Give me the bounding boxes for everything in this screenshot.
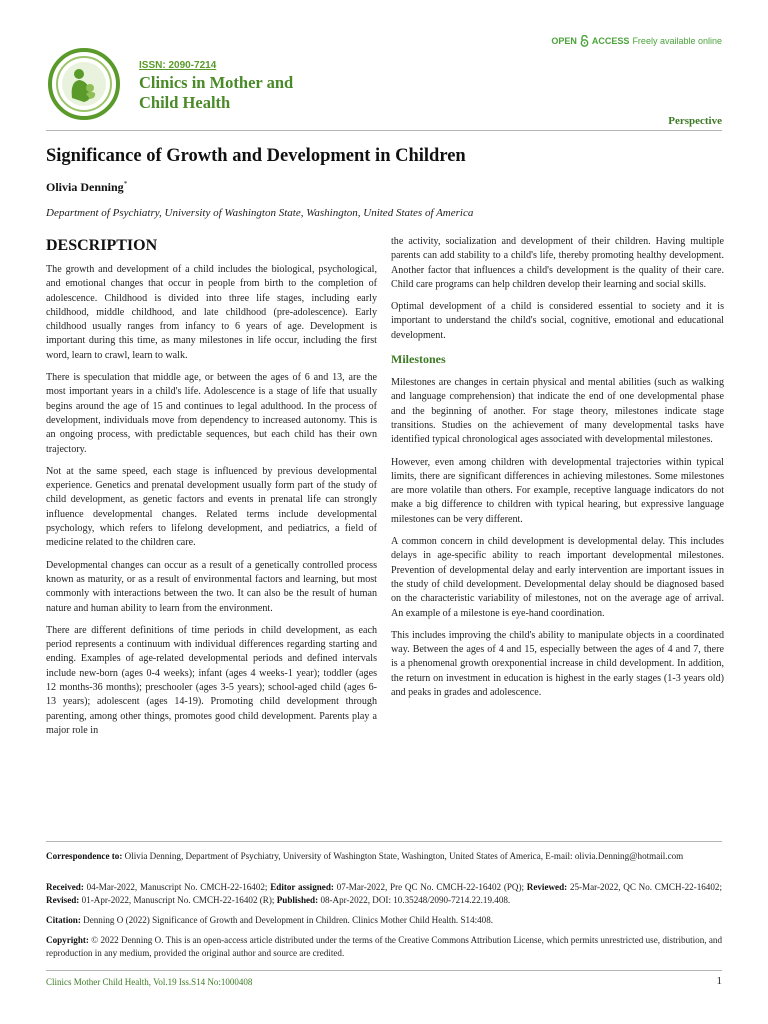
body-paragraph: The growth and development of a child includes the biological, psychological, and emotional changes that occur in people from birth to the completion of adolescence. Childhood is divided into three life stages, including early childhood, middle childhood, and late childhood (pre-adolescence). Early childhood usually ranges from infancy to 6 years of age. Development is important during this time, as many milestones in life occur, including the first word, learn to crawl, learn to walk. — [46, 264, 377, 361]
correspondence-label: Correspondence to: — [46, 851, 123, 861]
footnote-divider — [46, 841, 722, 842]
article-type-label: Perspective — [668, 115, 722, 127]
section-heading-description: DESCRIPTION — [46, 237, 158, 254]
citation-note — [46, 914, 722, 927]
correspondence-text: Olivia Denning, Department of Psychiatry, University of Washington State, Washington, United States of America, E-mail: olivia.Denning@hotmail.com — [124, 851, 684, 861]
issn-link[interactable]: ISSN: 2090-7214 — [139, 60, 217, 71]
author-name: Olivia Denning — [46, 180, 124, 194]
journal-logo-icon — [48, 48, 120, 120]
body-paragraph: A common concern in child development is developmental delay. This includes delays in age-specific ability to reach important developmental milestones. Prevention of developmental delay and early intervention are important issues in the study of child development. Developmental delay should be diagnosed based on the characteristic variability of milestones, not on the average age of arrival. An example of a milestone is eye-hand coordination. — [391, 536, 724, 619]
journal-name-line-1: Clinics in Mother and — [139, 73, 294, 92]
body-paragraph: Not at the same speed, each stage is influenced by previous developmental experience. Genetics and prenatal development usually form part of the study of child development, as genetic factors and events in prenatal life can strongly influence developmental changes. Related terms include developmental psychology, which refers to lifelong development, and pediatrics, a field of medicine related to the children care. — [46, 465, 377, 549]
received-label: Received: — [46, 882, 84, 892]
journal-name — [139, 73, 293, 113]
author-line — [46, 180, 127, 195]
footer-divider — [46, 970, 722, 971]
journal-name-line-2: Child Health — [139, 93, 231, 112]
page-number: 1 — [716, 975, 722, 987]
body-column-right — [391, 235, 724, 708]
reviewed-text: 25-Mar-2022, QC No. CMCH-22-16402; — [569, 882, 722, 892]
received-text: 04-Mar-2022, Manuscript No. CMCH-22-16402; — [86, 882, 268, 892]
article-history-note — [46, 881, 722, 908]
author-affiliation: Department of Psychiatry, University of Washington State, Washington, United States of America — [46, 207, 474, 219]
subsection-heading-milestones: Milestones — [391, 352, 446, 367]
header-divider — [46, 130, 722, 131]
published-text: 08-Apr-2022, DOI: 10.35248/2090-7214.22.19.408. — [320, 895, 511, 906]
citation-label: Citation: — [46, 915, 81, 925]
body-paragraph: However, even among children with developmental trajectories within typical limits, there are significant differences in achieving milestones. Some milestones are more volatile than others. For example, receptive language indicators do not make a big difference to children with typical hearing, but expressive language milestones can be very different. — [391, 456, 724, 525]
author-mark: * — [123, 180, 128, 188]
copyright-text: © 2022 Denning O. This is an open-access article distributed under the terms of the Creative Commons Attribution License, which permits unrestricted use, distribution, and reproduction in any medium, provided the original author and source are credited. — [46, 935, 722, 959]
article-title: Significance of Growth and Development in Children — [46, 146, 466, 166]
copyright-label: Copyright: — [46, 935, 89, 945]
body-paragraph: There are different definitions of time periods in child development, as each period represents a continuum with individual differences regarding starting and ending. Examples of age-related developmental periods and defined intervals include new-born (ages 0-4 weeks); infant (ages 4 weeks-1 year); toddler (ages 12 months-36 months); preschooler (ages 3-5 years); school-aged child (ages 6-13 years); adolescent (ages 14-19). Promoting child development through parenting, among other things, promotes good child development. Parents play a major role in — [46, 624, 377, 736]
editor-text: 07-Mar-2022, Pre QC No. CMCH-22-16402 (PQ); — [336, 882, 525, 892]
citation-text: Denning O (2022) Significance of Growth and Development in Children. Clinics Mother Child Health. S14:408. — [83, 915, 494, 925]
copyright-note — [46, 934, 722, 961]
body-column-left — [46, 236, 377, 746]
open-access-lock-icon — [580, 35, 589, 47]
body-paragraph: This includes improving the child's ability to manipulate objects in a coordinated way. Between the ages of 4 and 15, especially between the ages of 4 and 7, there is a phenomenal growth orexponential increase in child development. In addition, the return on investment in education is highest in the early stages (1-3 years old) and peaks in grades and adolescence. — [391, 629, 724, 699]
body-paragraph: Optimal development of a child is considered essential to society and it is important to understand the child's social, cognitive, emotional and educational development. — [391, 301, 724, 341]
correspondence-note — [46, 850, 722, 863]
body-paragraph: Milestones are changes in certain physical and mental abilities (such as walking and language comprehension) that indicate the end of one developmental phase and the beginning of another. For stage theory, milestones indicate stage transitions. Studies on the achievement of many developmental tasks have identified typical chronological ages associated with developmental milestones. — [391, 377, 724, 446]
revised-label: Revised: — [46, 895, 80, 906]
journal-reference: Clinics Mother Child Health, Vol.19 Iss.S14 No:1000408 — [46, 977, 253, 987]
body-paragraph: There is speculation that middle age, or between the ages of 6 and 13, are the most important years in a child's life. Adolescence is a stage of life that usually begins around the age of 15 and continues to legal adulthood. In the process of development, individuals move from dependency to increased autonomy. This is an ongoing process, with predictable sequences, but each child has their own trajectory. — [46, 372, 377, 455]
open-access-badge — [551, 35, 722, 47]
body-paragraph: Developmental changes can occur as a result of a genetically controlled process known as maturity, or as a result of environmental factors and learning, but most commonly with interactions between the two. It can also be the result of human nature and human ability to learn from the environment. — [46, 559, 377, 614]
body-paragraph: the activity, socialization and development of their children. Having multiple parents can add stability to a child's life, thereby promoting healthy development. Another factor that influences a child's development is the quality of their care. Child care programs can help children develop their learning and social skills. — [391, 236, 724, 290]
published-label: Published: — [276, 895, 319, 906]
editor-label: Editor assigned: — [270, 882, 334, 892]
revised-text: 01-Apr-2022, Manuscript No. CMCH-22-16402 (R); — [81, 895, 275, 906]
reviewed-label: Reviewed: — [526, 882, 568, 892]
access-label: ACCESS — [591, 36, 630, 46]
freely-available-label: Freely available online — [632, 36, 722, 46]
open-label: OPEN — [551, 36, 577, 46]
